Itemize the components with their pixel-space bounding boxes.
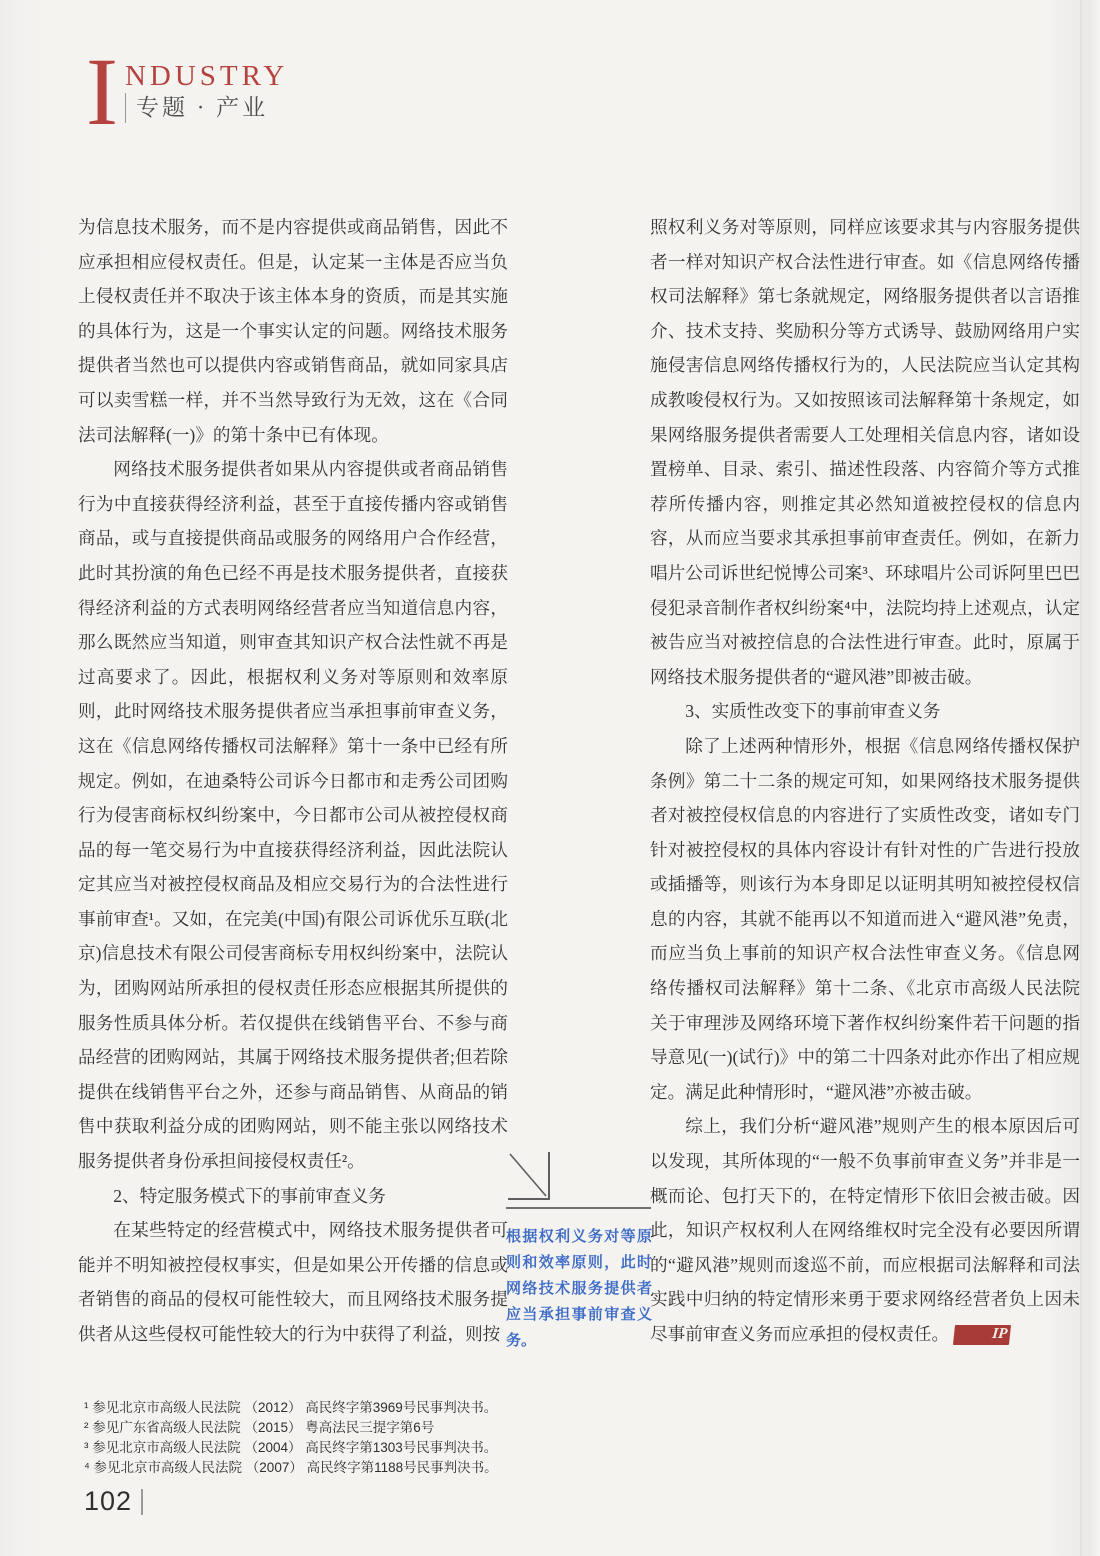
corner-arrow-icon: [508, 1152, 550, 1200]
right-column: [650, 210, 1080, 1352]
paragraph: 在某些特定的经营模式中，网络技术服务提供者可能并不明知被控侵权事实，但是如果公开传播的信息或者销售的商品的侵权可能性较大，而且网络技术服务提供者从这些侵权可能性较大的行为中获得了利益，则按: [78, 1220, 508, 1344]
logo-word: NDUSTRY: [124, 60, 289, 92]
article-end-ip-mark: IP: [953, 1325, 1011, 1345]
footnotes: [84, 1398, 684, 1478]
footnote: ⁴ 参见北京市高级人民法院 （2007） 高民终字第1188号民事判决书。: [84, 1460, 498, 1475]
paragraph: 除了上述两种情形外，根据《信息网络传播权保护条例》第二十二条的规定可知，如果网络技术服务提供者对被控侵权信息的内容进行了实质性改变，诸如专门针对被控侵权的具体内容设计有针对性的广告进行投放或插播等，则该行为本身即足以证明其明知被控侵权信息的内容，其就不能再以不知道而进入“避风港”免责，而应当负上事前的知识产权合法性审查义务。《信息网络传播权司法解释》第十二条、《北京市高级人民法院关于审理涉及网络环境下著作权纠纷案件若干问题的指导意见(一)(试行)》中的第二十四条对此亦作出了相应规定。满足此种情形时，“避风港”亦被击破。: [650, 735, 1080, 1102]
logo-text-block: [125, 52, 288, 123]
footnote: ¹ 参见北京市高级人民法院 （2012） 高民终字第3969号民事判决书。: [84, 1400, 498, 1415]
logo-initial: I: [86, 38, 118, 145]
pull-quote-text: 根据权利义务对等原则和效率原则，此时网络技术服务提供者应当承担事前审查义务。: [506, 1228, 652, 1349]
subsection-heading: 2、特定服务模式下的事前审查义务: [113, 1185, 386, 1206]
paragraph-text: 综上，我们分析“避风港”规则产生的根本原因后可以发现，其所体现的“一般不负事前审查义务”并非是一概而论、包打天下的，在特定情形下依旧会被击破。因此，知识产权权利人在网络维权时完全没有必要因所谓的“避风港”规则而逡巡不前，而应根据司法解释和司法实践中归纳的特定情形来勇于要求网络经营者负上因未尽事前审查义务而应承担的侵权责任。: [650, 1116, 1080, 1344]
paragraph: 为信息技术服务，而不是内容提供或商品销售，因此不应承担相应侵权责任。但是，认定某一主体是否应当负上侵权责任并不取决于该主体本身的资质，而是其实施的具体行为，这是一个事实认定的问题。网络技术服务提供者当然也可以提供内容或销售商品，就如同家具店可以卖雪糕一样，并不当然导致行为无效，这在《合同法司法解释(一)》的第十条中已有体现。: [78, 217, 508, 445]
paragraph: [650, 1109, 1080, 1351]
paragraph: 网络技术服务提供者如果从内容提供或者商品销售行为中直接获得经济利益，甚至于直接传播内容或销售商品，或与直接提供商品或服务的网络用户合作经营，此时其扮演的角色已经不再是技术服务提供者，直接获得经济利益的方式表明网络经营者应当知道信息内容，那么既然应当知道，则审查其知识产权合法性就不再是过高要求了。因此，根据权利义务对等原则和效率原则，此时网络技术服务提供者应当承担事前审查义务，这在《信息网络传播权司法解释》第十一条中已经有所规定。例如，在迪桑特公司诉今日都市和走秀公司团购行为侵害商标权纠纷案中，今日都市公司从被控侵权商品的每一笔交易行为中直接获得经济利益，因此法院认定其应当对被控侵权商品及相应交易行为的合法性进行事前审查¹。又如，在完美(中国)有限公司诉优乐互联(北京)信息技术有限公司侵害商标专用权纠纷案中，法院认为，团购网站所承担的侵权责任形态应根据其所提供的服务性质具体分析。若仅提供在线销售平台、不参与商品经营的团购网站，其属于网络技术服务提供者;但若除提供在线销售平台之外，还参与商品销售、从商品的销售中获取利益分成的团购网站，则不能主张以网络技术服务提供者身份承担间接侵权责任²。: [78, 459, 508, 1172]
section-logo: [86, 38, 289, 145]
subsection-heading: 3、实质性改变下的事前审查义务: [685, 701, 941, 722]
pull-quote-rule: [506, 1207, 651, 1209]
pull-quote: [506, 1152, 652, 1354]
paragraph: 照权利义务对等原则，同样应该要求其与内容服务提供者一样对知识产权合法性进行审查。如《信息网络传播权司法解释》第七条就规定，网络服务提供者以言语推介、技术支持、奖励积分等方式诱导、鼓励网络用户实施侵害信息网络传播权行为的，人民法院应当认定其构成教唆侵权行为。又如按照该司法解释第十条规定，如果网络服务提供者需要人工处理相关信息内容，诸如设置榜单、目录、索引、描述性段落、内容简介等方式推荐所传播内容，则推定其必然知道被控侵权的信息内容，从而应当要求其承担事前审查责任。例如，在新力唱片公司诉世纪悦博公司案³、环球唱片公司诉阿里巴巴侵犯录音制作者权纠纷案⁴中，法院均持上述观点，认定被告应当对被控信息的合法性进行审查。此时，原属于网络技术服务提供者的“避风港”即被击破。: [650, 217, 1080, 687]
footnote: ² 参见广东省高级人民法院 （2015） 粤高法民三提字第6号: [84, 1420, 435, 1435]
footnote: ³ 参见北京市高级人民法院 （2004） 高民终字第1303号民事判决书。: [84, 1440, 498, 1455]
logo-subtitle: 专题 · 产业: [125, 93, 288, 123]
page-number: [84, 1486, 143, 1517]
left-column: [78, 210, 508, 1352]
page-number-value: 102: [84, 1486, 133, 1516]
page-number-divider: [141, 1489, 143, 1515]
